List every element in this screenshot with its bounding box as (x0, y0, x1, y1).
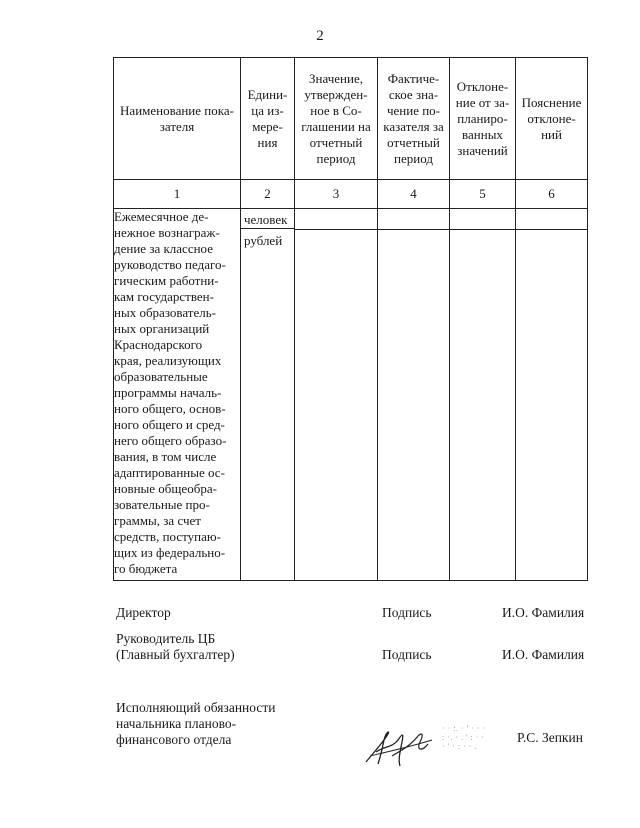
deviation-cell (450, 209, 516, 581)
acting-label-line2: начальника планово- (116, 716, 237, 731)
column-number: 5 (450, 180, 516, 209)
table-row (114, 209, 588, 581)
head-name: И.О. Фамилия (502, 647, 585, 662)
head-label-line1: Руководитель ЦБ (116, 631, 216, 646)
actual-value-cell (378, 209, 450, 581)
head-label-line2: (Главный бухгалтер) (116, 647, 235, 662)
director-name: И.О. Фамилия (502, 605, 585, 620)
explanation-cell (516, 209, 588, 581)
acting-label-line3: финансового отдела (116, 732, 232, 747)
column-number: 3 (295, 180, 378, 209)
head-signature-label: Подпись (382, 647, 432, 662)
unit-rubles: рублей (244, 233, 283, 248)
approved-value-cell (295, 209, 378, 581)
handwritten-signature-icon (362, 722, 442, 770)
director-signature-label: Подпись (382, 605, 432, 620)
unit-persons: человек (241, 209, 294, 229)
column-number: 6 (516, 180, 588, 209)
header-explanation: Пояснение отклоне- ний (516, 58, 588, 180)
column-number: 4 (378, 180, 450, 209)
stamp-imprint-icon: · · :. · ' · · · : ·. · . ' : · · · ' · : · · . (442, 724, 486, 751)
page-number: 2 (316, 28, 324, 44)
header-deviation: Отклоне- ние от за- планиро- ванных значений (450, 58, 516, 180)
director-label: Директор (116, 605, 171, 620)
column-number: 1 (114, 180, 241, 209)
acting-name: Р.С. Зепкин (517, 730, 583, 745)
unit-cell (241, 209, 295, 581)
indicator-name-cell: Ежемесячное де- нежное вознаграж- дение за классное руководство педаго- гическим работни- кам государствен- ных образователь- ных организаций Краснодарского края, реализующих образовательные программы началь- ного общего, основ- ного общего и сред- него общего образо- вания, в том числе адаптированные ос- новные общеобра- зовательные про- граммы, за счет средств, поступаю- щих из федерально- го бюджета (114, 209, 241, 581)
acting-label-line1: Исполняющий обязанности (116, 700, 276, 715)
report-table (113, 57, 588, 581)
header-unit: Едини- ца из- мере- ния (241, 58, 295, 180)
header-approved-value: Значение, утвержден- ное в Со- глашении на отчетный период (295, 58, 378, 180)
header-row (114, 58, 588, 180)
column-number-row (114, 180, 588, 209)
header-actual-value: Фактиче- ское зна- чение по- казателя за отчетный период (378, 58, 450, 180)
header-indicator-name: Наименование пока- зателя (114, 58, 241, 180)
column-number: 2 (241, 180, 295, 209)
